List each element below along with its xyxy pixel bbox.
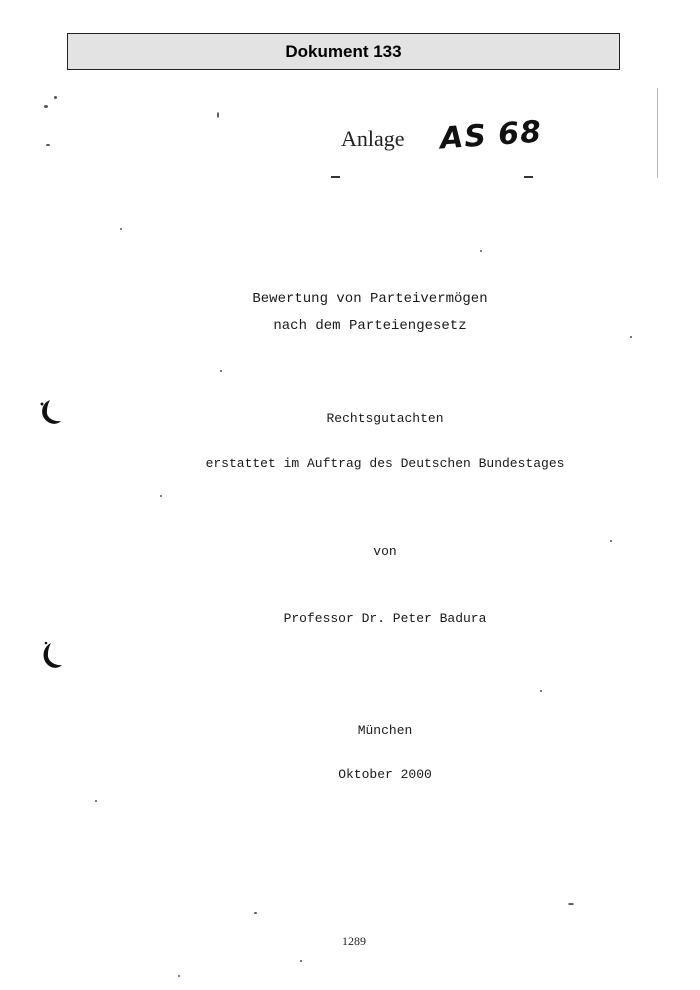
scan-speck (95, 800, 97, 802)
document-type: Rechtsgutachten (326, 411, 444, 426)
scan-speck (46, 144, 50, 146)
scan-speck (568, 903, 574, 905)
author-name: Professor Dr. Peter Badura (283, 611, 487, 626)
scan-speck (44, 105, 48, 108)
scan-speck (120, 228, 122, 230)
annex-label: Anlage (341, 126, 405, 151)
title-line-2: nach dem Parteiengesetz (273, 318, 467, 334)
scan-speck (220, 370, 222, 372)
scan-speck (610, 540, 612, 542)
scan-speck (54, 96, 57, 99)
by-text: von (373, 544, 397, 559)
handwritten-annex-number: AS 68 (438, 114, 544, 157)
document-header (67, 33, 620, 70)
place-text: München (357, 723, 413, 738)
title-line-1: Bewertung von Parteivermögen (252, 291, 488, 307)
scan-edge-line (657, 88, 658, 178)
document-header-title: Dokument 133 (285, 41, 402, 61)
punch-hole-mark (36, 398, 62, 426)
scan-speck (254, 912, 257, 914)
punch-hole-mark (38, 640, 64, 670)
scan-speck (630, 336, 632, 338)
dash-mark (331, 176, 340, 178)
page-number: 1289 (342, 934, 366, 948)
scan-speck (160, 495, 162, 497)
scan-speck (178, 975, 180, 977)
scan-speck (217, 112, 219, 118)
date-text: Oktober 2000 (338, 767, 432, 782)
scan-speck (300, 960, 302, 962)
commission-text: erstattet im Auftrag des Deutschen Bundestages (205, 456, 565, 471)
scan-speck (540, 690, 542, 692)
scan-speck (480, 250, 482, 252)
dash-mark (524, 176, 533, 178)
